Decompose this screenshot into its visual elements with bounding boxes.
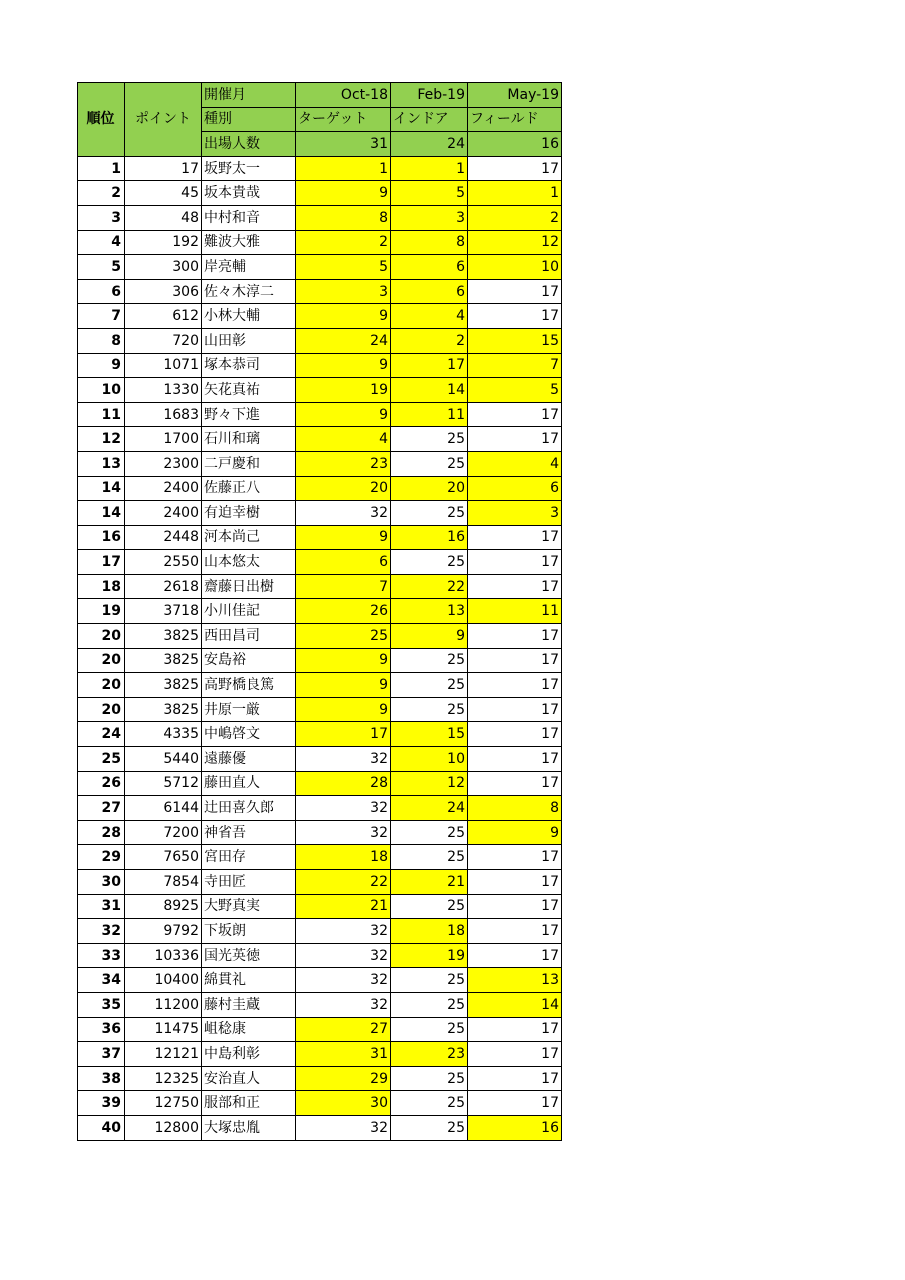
score-cell-2: 12 [391, 771, 468, 796]
score-cell-2: 25 [391, 1091, 468, 1116]
table-row [78, 796, 562, 821]
score-cell-1: 26 [296, 599, 391, 624]
rank-cell: 3 [78, 205, 125, 230]
score-cell-1: 9 [296, 304, 391, 329]
score-cell-2: 25 [391, 648, 468, 673]
table-row [78, 525, 562, 550]
score-cell-1: 7 [296, 574, 391, 599]
ranking-table [77, 82, 562, 1141]
score-cell-2: 25 [391, 673, 468, 698]
event-participants-3: 16 [468, 132, 562, 157]
rank-cell: 5 [78, 255, 125, 280]
score-cell-3: 7 [468, 353, 562, 378]
name-cell: 岨稔康 [202, 1017, 296, 1042]
table-row [78, 624, 562, 649]
header-row-month [78, 83, 562, 108]
score-cell-2: 4 [391, 304, 468, 329]
score-cell-3: 17 [468, 870, 562, 895]
score-cell-2: 25 [391, 992, 468, 1017]
points-cell: 12800 [125, 1115, 202, 1140]
event-participants-2: 24 [391, 132, 468, 157]
score-cell-2: 15 [391, 722, 468, 747]
points-cell: 1330 [125, 378, 202, 403]
points-cell: 2300 [125, 451, 202, 476]
participants-row-label: 出場人数 [202, 132, 296, 157]
score-cell-3: 3 [468, 501, 562, 526]
score-cell-3: 17 [468, 845, 562, 870]
rank-cell: 20 [78, 648, 125, 673]
name-cell: 寺田匠 [202, 870, 296, 895]
score-cell-2: 18 [391, 919, 468, 944]
score-cell-2: 19 [391, 943, 468, 968]
name-cell: 小川佳記 [202, 599, 296, 624]
name-cell: 藤村圭蔵 [202, 992, 296, 1017]
score-cell-3: 17 [468, 304, 562, 329]
score-cell-2: 3 [391, 205, 468, 230]
name-cell: 二戸慶和 [202, 451, 296, 476]
score-cell-1: 25 [296, 624, 391, 649]
score-cell-3: 17 [468, 648, 562, 673]
name-cell: 坂野太一 [202, 156, 296, 181]
points-cell: 12750 [125, 1091, 202, 1116]
rank-cell: 25 [78, 747, 125, 772]
points-cell: 12121 [125, 1042, 202, 1067]
rank-cell: 38 [78, 1066, 125, 1091]
points-cell: 48 [125, 205, 202, 230]
rank-cell: 2 [78, 181, 125, 206]
name-cell: 中村和音 [202, 205, 296, 230]
score-cell-3: 17 [468, 894, 562, 919]
table-row [78, 402, 562, 427]
score-cell-2: 25 [391, 451, 468, 476]
rank-cell: 17 [78, 550, 125, 575]
score-cell-2: 22 [391, 574, 468, 599]
rank-cell: 29 [78, 845, 125, 870]
score-cell-1: 17 [296, 722, 391, 747]
score-cell-1: 28 [296, 771, 391, 796]
table-row [78, 427, 562, 452]
name-cell: 下坂朗 [202, 919, 296, 944]
score-cell-2: 24 [391, 796, 468, 821]
name-cell: 齋藤日出樹 [202, 574, 296, 599]
score-cell-1: 32 [296, 968, 391, 993]
score-cell-1: 27 [296, 1017, 391, 1042]
score-cell-3: 17 [468, 771, 562, 796]
points-cell: 2618 [125, 574, 202, 599]
score-cell-1: 2 [296, 230, 391, 255]
table-row [78, 1042, 562, 1067]
table-row [78, 279, 562, 304]
score-cell-2: 20 [391, 476, 468, 501]
score-cell-2: 16 [391, 525, 468, 550]
table-row [78, 574, 562, 599]
score-cell-3: 12 [468, 230, 562, 255]
score-cell-1: 22 [296, 870, 391, 895]
score-cell-1: 9 [296, 353, 391, 378]
rank-cell: 34 [78, 968, 125, 993]
table-row [78, 353, 562, 378]
rank-cell: 19 [78, 599, 125, 624]
ranking-rows [78, 156, 562, 1140]
rank-cell: 7 [78, 304, 125, 329]
score-cell-2: 25 [391, 968, 468, 993]
score-cell-3: 17 [468, 1017, 562, 1042]
rank-cell: 32 [78, 919, 125, 944]
score-cell-1: 32 [296, 501, 391, 526]
table-row [78, 820, 562, 845]
score-cell-3: 17 [468, 1091, 562, 1116]
points-cell: 1700 [125, 427, 202, 452]
table-row [78, 1066, 562, 1091]
score-cell-1: 32 [296, 943, 391, 968]
rank-cell: 13 [78, 451, 125, 476]
score-cell-1: 20 [296, 476, 391, 501]
name-cell: 綿貫礼 [202, 968, 296, 993]
score-cell-2: 25 [391, 820, 468, 845]
score-cell-2: 25 [391, 501, 468, 526]
score-cell-1: 32 [296, 1115, 391, 1140]
points-cell: 3825 [125, 624, 202, 649]
score-cell-3: 17 [468, 1066, 562, 1091]
rank-cell: 35 [78, 992, 125, 1017]
score-cell-2: 14 [391, 378, 468, 403]
points-cell: 192 [125, 230, 202, 255]
event-month-1: Oct-18 [296, 83, 391, 108]
rank-cell: 36 [78, 1017, 125, 1042]
name-cell: 佐々木淳二 [202, 279, 296, 304]
points-cell: 3825 [125, 673, 202, 698]
table-row [78, 550, 562, 575]
event-participants-1: 31 [296, 132, 391, 157]
points-cell: 11200 [125, 992, 202, 1017]
score-cell-1: 29 [296, 1066, 391, 1091]
points-cell: 2400 [125, 501, 202, 526]
name-cell: 神省吾 [202, 820, 296, 845]
score-cell-2: 25 [391, 1066, 468, 1091]
points-cell: 300 [125, 255, 202, 280]
score-cell-2: 5 [391, 181, 468, 206]
points-cell: 306 [125, 279, 202, 304]
name-cell: 中嶋啓文 [202, 722, 296, 747]
name-cell: 国光英徳 [202, 943, 296, 968]
table-row [78, 255, 562, 280]
score-cell-1: 24 [296, 328, 391, 353]
score-cell-2: 13 [391, 599, 468, 624]
score-cell-3: 13 [468, 968, 562, 993]
score-cell-1: 32 [296, 820, 391, 845]
score-cell-2: 25 [391, 1017, 468, 1042]
score-cell-1: 23 [296, 451, 391, 476]
points-cell: 1683 [125, 402, 202, 427]
name-cell: 西田昌司 [202, 624, 296, 649]
name-cell: 河本尚己 [202, 525, 296, 550]
name-cell: 山本悠太 [202, 550, 296, 575]
points-cell: 1071 [125, 353, 202, 378]
table-row [78, 1017, 562, 1042]
rank-cell: 9 [78, 353, 125, 378]
name-cell: 藤田直人 [202, 771, 296, 796]
table-row [78, 501, 562, 526]
rank-cell: 10 [78, 378, 125, 403]
score-cell-2: 25 [391, 894, 468, 919]
table-row [78, 870, 562, 895]
table-row [78, 943, 562, 968]
score-cell-1: 5 [296, 255, 391, 280]
name-cell: 辻田喜久郎 [202, 796, 296, 821]
name-cell: 井原一厳 [202, 697, 296, 722]
points-header: ポイント [125, 83, 202, 157]
points-cell: 10336 [125, 943, 202, 968]
score-cell-2: 2 [391, 328, 468, 353]
rank-cell: 26 [78, 771, 125, 796]
score-cell-1: 32 [296, 747, 391, 772]
score-cell-2: 25 [391, 1115, 468, 1140]
rank-cell: 20 [78, 697, 125, 722]
table-row [78, 304, 562, 329]
score-cell-1: 3 [296, 279, 391, 304]
score-cell-1: 1 [296, 156, 391, 181]
score-cell-2: 10 [391, 747, 468, 772]
name-cell: 高野橋良篤 [202, 673, 296, 698]
table-row [78, 378, 562, 403]
table-row [78, 673, 562, 698]
score-cell-3: 17 [468, 525, 562, 550]
rank-cell: 1 [78, 156, 125, 181]
rank-cell: 28 [78, 820, 125, 845]
score-cell-1: 32 [296, 992, 391, 1017]
score-cell-3: 17 [468, 697, 562, 722]
score-cell-2: 6 [391, 279, 468, 304]
table-row [78, 697, 562, 722]
name-cell: 有迫幸樹 [202, 501, 296, 526]
table-row [78, 1091, 562, 1116]
score-cell-3: 5 [468, 378, 562, 403]
score-cell-3: 17 [468, 919, 562, 944]
points-cell: 5440 [125, 747, 202, 772]
name-cell: 佐藤正八 [202, 476, 296, 501]
table-row [78, 230, 562, 255]
score-cell-1: 9 [296, 673, 391, 698]
score-cell-3: 17 [468, 1042, 562, 1067]
score-cell-3: 15 [468, 328, 562, 353]
points-cell: 612 [125, 304, 202, 329]
rank-cell: 16 [78, 525, 125, 550]
rank-cell: 18 [78, 574, 125, 599]
name-cell: 野々下進 [202, 402, 296, 427]
name-cell: 遠藤優 [202, 747, 296, 772]
table-row [78, 181, 562, 206]
score-cell-2: 1 [391, 156, 468, 181]
score-cell-3: 16 [468, 1115, 562, 1140]
score-cell-3: 17 [468, 574, 562, 599]
score-cell-2: 9 [391, 624, 468, 649]
table-row [78, 599, 562, 624]
score-cell-3: 17 [468, 279, 562, 304]
name-cell: 安島裕 [202, 648, 296, 673]
type-row-label: 種別 [202, 107, 296, 132]
score-cell-3: 2 [468, 205, 562, 230]
score-cell-3: 4 [468, 451, 562, 476]
rank-cell: 20 [78, 624, 125, 649]
score-cell-2: 8 [391, 230, 468, 255]
event-type-1: ターゲット [296, 107, 391, 132]
score-cell-3: 17 [468, 550, 562, 575]
points-cell: 10400 [125, 968, 202, 993]
score-cell-2: 25 [391, 427, 468, 452]
score-cell-1: 31 [296, 1042, 391, 1067]
name-cell: 難波大雅 [202, 230, 296, 255]
points-cell: 45 [125, 181, 202, 206]
points-cell: 7650 [125, 845, 202, 870]
points-cell: 8925 [125, 894, 202, 919]
score-cell-1: 9 [296, 525, 391, 550]
points-cell: 2448 [125, 525, 202, 550]
rank-cell: 20 [78, 673, 125, 698]
points-cell: 3825 [125, 697, 202, 722]
rank-cell: 24 [78, 722, 125, 747]
rank-cell: 39 [78, 1091, 125, 1116]
score-cell-3: 17 [468, 673, 562, 698]
rank-cell: 4 [78, 230, 125, 255]
score-cell-2: 6 [391, 255, 468, 280]
score-cell-3: 9 [468, 820, 562, 845]
rank-cell: 30 [78, 870, 125, 895]
score-cell-2: 25 [391, 845, 468, 870]
event-type-3: フィールド [468, 107, 562, 132]
table-row [78, 894, 562, 919]
points-cell: 11475 [125, 1017, 202, 1042]
score-cell-2: 17 [391, 353, 468, 378]
score-cell-2: 21 [391, 870, 468, 895]
points-cell: 720 [125, 328, 202, 353]
score-cell-1: 8 [296, 205, 391, 230]
month-row-label: 開催月 [202, 83, 296, 108]
points-cell: 9792 [125, 919, 202, 944]
name-cell: 大塚忠胤 [202, 1115, 296, 1140]
table-row [78, 968, 562, 993]
score-cell-1: 9 [296, 181, 391, 206]
table-row [78, 992, 562, 1017]
points-cell: 2550 [125, 550, 202, 575]
table-row [78, 919, 562, 944]
points-cell: 2400 [125, 476, 202, 501]
rank-cell: 33 [78, 943, 125, 968]
score-cell-1: 4 [296, 427, 391, 452]
score-cell-1: 9 [296, 402, 391, 427]
score-cell-3: 17 [468, 402, 562, 427]
rank-cell: 37 [78, 1042, 125, 1067]
table-row [78, 476, 562, 501]
rank-cell: 31 [78, 894, 125, 919]
rank-cell: 14 [78, 476, 125, 501]
event-type-2: インドア [391, 107, 468, 132]
name-cell: 矢花真祐 [202, 378, 296, 403]
rank-cell: 14 [78, 501, 125, 526]
name-cell: 岸亮輔 [202, 255, 296, 280]
points-cell: 3718 [125, 599, 202, 624]
table-row [78, 722, 562, 747]
name-cell: 山田彰 [202, 328, 296, 353]
score-cell-3: 14 [468, 992, 562, 1017]
name-cell: 小林大輔 [202, 304, 296, 329]
score-cell-1: 9 [296, 648, 391, 673]
score-cell-3: 8 [468, 796, 562, 821]
points-cell: 3825 [125, 648, 202, 673]
rank-cell: 40 [78, 1115, 125, 1140]
name-cell: 塚本恭司 [202, 353, 296, 378]
score-cell-3: 11 [468, 599, 562, 624]
table-row [78, 156, 562, 181]
name-cell: 坂本貴哉 [202, 181, 296, 206]
score-cell-3: 10 [468, 255, 562, 280]
score-cell-1: 32 [296, 919, 391, 944]
score-cell-1: 19 [296, 378, 391, 403]
name-cell: 宮田存 [202, 845, 296, 870]
rank-cell: 11 [78, 402, 125, 427]
score-cell-2: 25 [391, 550, 468, 575]
table-row [78, 845, 562, 870]
score-cell-3: 17 [468, 722, 562, 747]
points-cell: 4335 [125, 722, 202, 747]
name-cell: 服部和正 [202, 1091, 296, 1116]
table-row [78, 747, 562, 772]
points-cell: 5712 [125, 771, 202, 796]
score-cell-3: 17 [468, 943, 562, 968]
table-row [78, 648, 562, 673]
name-cell: 安治直人 [202, 1066, 296, 1091]
score-cell-1: 21 [296, 894, 391, 919]
score-cell-3: 17 [468, 747, 562, 772]
points-cell: 17 [125, 156, 202, 181]
rank-cell: 12 [78, 427, 125, 452]
score-cell-3: 1 [468, 181, 562, 206]
name-cell: 石川和璃 [202, 427, 296, 452]
score-cell-3: 6 [468, 476, 562, 501]
points-cell: 6144 [125, 796, 202, 821]
score-cell-1: 6 [296, 550, 391, 575]
points-cell: 7200 [125, 820, 202, 845]
table-row [78, 771, 562, 796]
rank-cell: 27 [78, 796, 125, 821]
score-cell-2: 23 [391, 1042, 468, 1067]
name-cell: 大野真実 [202, 894, 296, 919]
score-cell-3: 17 [468, 624, 562, 649]
table-row [78, 1115, 562, 1140]
name-cell: 中島利彰 [202, 1042, 296, 1067]
score-cell-3: 17 [468, 427, 562, 452]
score-cell-1: 32 [296, 796, 391, 821]
table-row [78, 451, 562, 476]
table-row [78, 205, 562, 230]
rank-cell: 6 [78, 279, 125, 304]
score-cell-1: 30 [296, 1091, 391, 1116]
points-cell: 12325 [125, 1066, 202, 1091]
table-row [78, 328, 562, 353]
score-cell-2: 25 [391, 697, 468, 722]
event-month-3: May-19 [468, 83, 562, 108]
score-cell-1: 9 [296, 697, 391, 722]
event-month-2: Feb-19 [391, 83, 468, 108]
points-cell: 7854 [125, 870, 202, 895]
score-cell-3: 17 [468, 156, 562, 181]
rank-header: 順位 [78, 83, 125, 157]
score-cell-1: 18 [296, 845, 391, 870]
score-cell-2: 11 [391, 402, 468, 427]
rank-cell: 8 [78, 328, 125, 353]
